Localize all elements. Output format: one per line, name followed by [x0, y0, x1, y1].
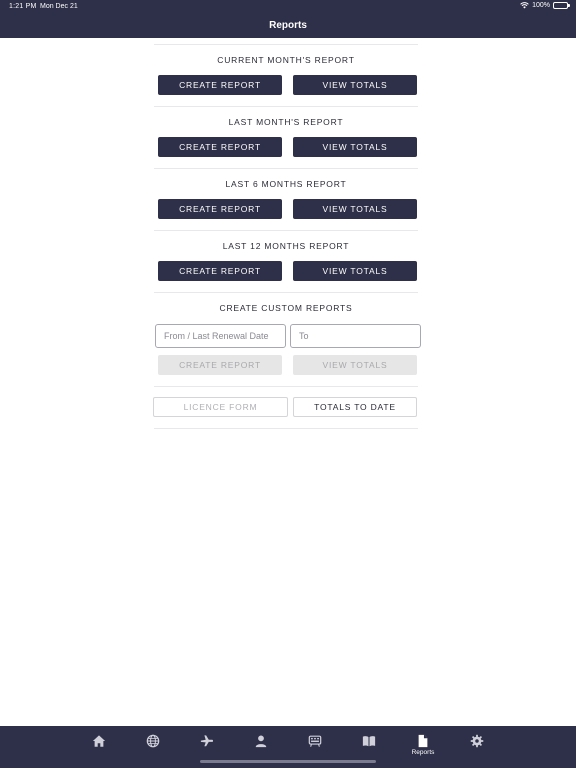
licence-form-button[interactable]: LICENCE FORM	[153, 397, 288, 417]
from-date-field[interactable]: From / Last Renewal Date	[155, 324, 286, 348]
wifi-icon	[520, 2, 529, 9]
globe-icon	[146, 734, 160, 748]
battery-percent: 100%	[532, 2, 550, 9]
tab-reports-label: Reports	[411, 749, 435, 756]
status-time: 1:21 PM	[9, 3, 37, 10]
book-icon	[362, 734, 376, 748]
totals-to-date-button[interactable]: TOTALS TO DATE	[293, 397, 417, 417]
status-date: Mon Dec 21	[40, 3, 78, 10]
divider	[154, 292, 418, 293]
airplane-icon	[200, 734, 214, 748]
to-date-field[interactable]: To	[290, 324, 421, 348]
section-title-current-month: CURRENT MONTH'S REPORT	[217, 55, 355, 65]
home-icon	[92, 734, 106, 748]
navigation-bar	[0, 0, 576, 38]
divider	[154, 386, 418, 387]
person-icon	[254, 734, 268, 748]
section-title-last-6-months: LAST 6 MONTHS REPORT	[225, 179, 347, 189]
tab-settings[interactable]	[462, 734, 492, 764]
section-title-custom-reports: CREATE CUSTOM REPORTS	[219, 303, 353, 313]
section-title-last-12-months: LAST 12 MONTHS REPORT	[222, 241, 350, 251]
divider	[154, 106, 418, 107]
tab-reports[interactable]	[408, 734, 438, 764]
last-12-months-view-totals-button[interactable]: VIEW TOTALS	[293, 261, 417, 281]
current-month-view-totals-button[interactable]: VIEW TOTALS	[293, 75, 417, 95]
last-6-months-create-report-button[interactable]: CREATE REPORT	[158, 199, 282, 219]
document-icon	[416, 734, 430, 748]
gear-icon	[470, 734, 484, 748]
divider	[154, 230, 418, 231]
custom-create-report-button[interactable]: CREATE REPORT	[158, 355, 282, 375]
last-12-months-create-report-button[interactable]: CREATE REPORT	[158, 261, 282, 281]
last-month-create-report-button[interactable]: CREATE REPORT	[158, 137, 282, 157]
divider	[154, 168, 418, 169]
divider	[154, 44, 418, 45]
battery-icon	[553, 2, 568, 9]
status-indicators	[520, 2, 568, 9]
simulator-icon	[308, 734, 322, 748]
last-6-months-view-totals-button[interactable]: VIEW TOTALS	[293, 199, 417, 219]
section-title-last-month: LAST MONTH'S REPORT	[228, 117, 344, 127]
current-month-create-report-button[interactable]: CREATE REPORT	[158, 75, 282, 95]
tab-home[interactable]	[84, 734, 114, 764]
page-title: Reports	[269, 20, 307, 31]
custom-view-totals-button[interactable]: VIEW TOTALS	[293, 355, 417, 375]
divider	[154, 428, 418, 429]
tab-globe[interactable]	[138, 734, 168, 764]
last-month-view-totals-button[interactable]: VIEW TOTALS	[293, 137, 417, 157]
home-indicator	[200, 760, 376, 763]
